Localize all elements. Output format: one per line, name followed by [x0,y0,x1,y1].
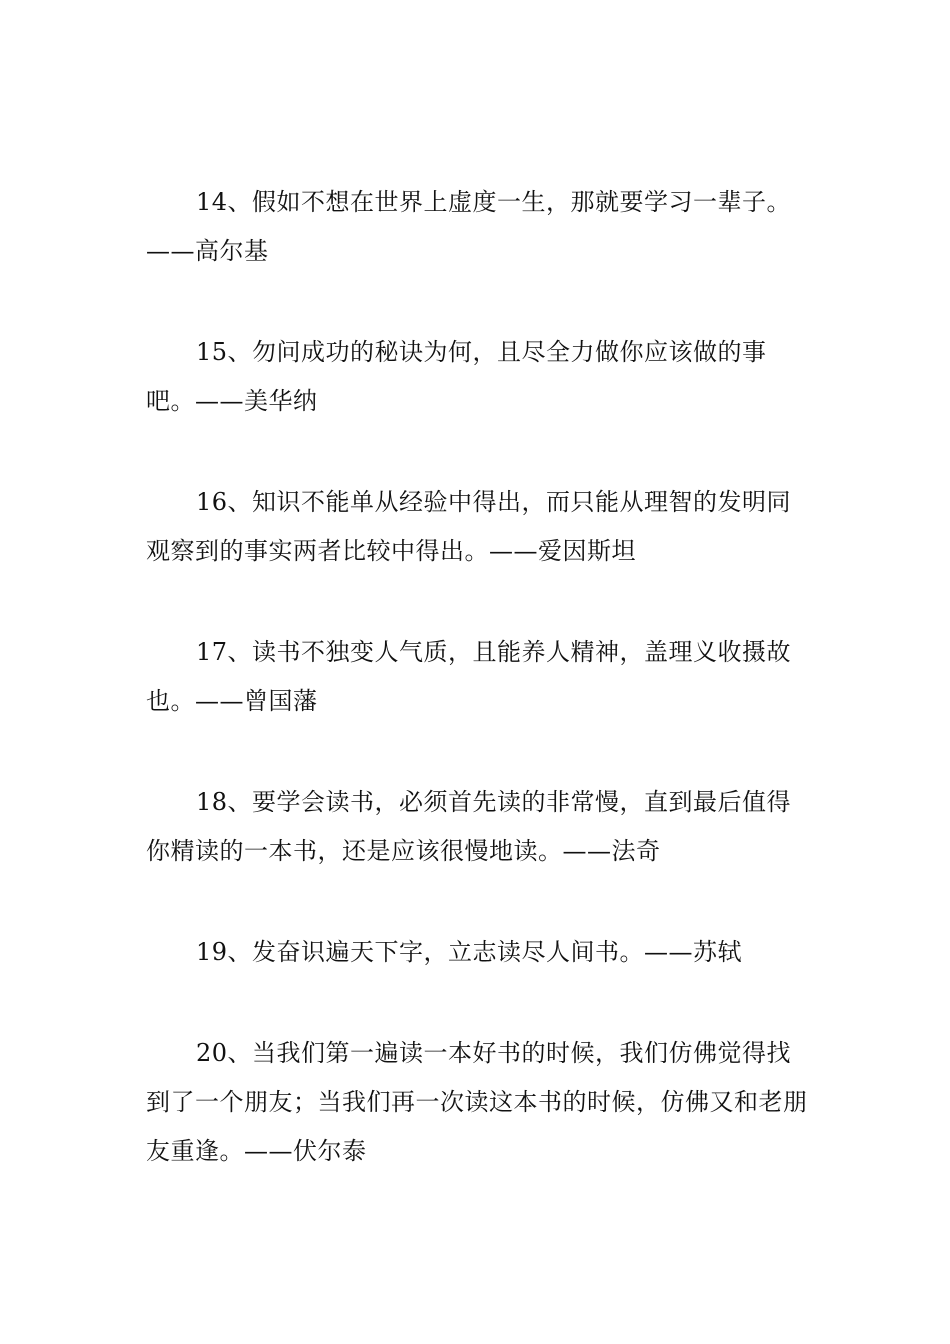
quote-16: 16、知识不能单从经验中得出，而只能从理智的发明同观察到的事实两者比较中得出。——爱因斯坦 [146,488,792,565]
quote-15: 15、勿问成功的秘诀为何，且尽全力做你应该做的事吧。——美华纳 [146,338,767,415]
quote-14: 14、假如不想在世界上虚度一生，那就要学习一辈子。——高尔基 [146,188,792,265]
quote-20: 20、当我们第一遍读一本好书的时候，我们仿佛觉得找到了一个朋友；当我们再一次读这本书的时候，仿佛又和老朋友重逢。——伏尔泰 [146,1039,808,1165]
quote-19: 19、发奋识遍天下字，立志读尽人间书。——苏轼 [196,938,743,966]
quote-18: 18、要学会读书，必须首先读的非常慢，直到最后值得你精读的一本书，还是应该很慢地读。——法奇 [146,788,792,865]
quote-17: 17、读书不独变人气质，且能养人精神，盖理义收摄故也。——曾国藩 [146,638,792,715]
quote-list [146,178,808,1228]
